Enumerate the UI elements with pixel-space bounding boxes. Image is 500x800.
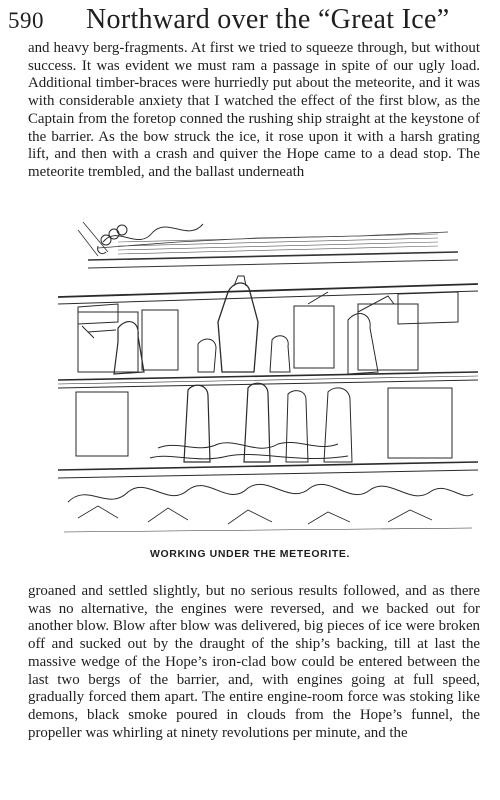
body-paragraph-top: and heavy berg-fragments. At first we tried to squeeze through, but without success. It was evident we must ram a passage in spite of our ugly load. Additional timber-braces were hurriedly put about the meteorite, and it was with considerable anxiety that I watched the effect of the first blow, as the Captain from the foretop conned the rushing ship straight at the keystone of the barrier. As the bow struck the ice, it rose upon it with a harsh grating lift, and then with a crash and quiver the Hope came to a dead stop. The meteorite trembled, and the ballast underneath xyxy=(28,40,480,180)
figure-caption: WORKING UNDER THE METEORITE. xyxy=(150,548,350,560)
deck-beam-lower xyxy=(58,372,478,388)
chain-icon xyxy=(98,225,127,254)
body-paragraph-bottom: groaned and settled slightly, but no serious results followed, and as there was no alternative, the engines were reversed, and we backed out for another blow. Blow after blow was delivered, big pieces of ice were broken off and sucked out by the draught of the ship’s backing, till at last the massive wedge of the Hope’s iron-clad bow could be entered between the last two bergs of the barrier, and, with engines going at full speed, gradually forced them apart. The entire engine-room force was stoking like demons, black smoke poured in clouds from the Hope’s funnel, the propeller was whirling at ninety revolutions per minute, and the xyxy=(28,583,480,741)
page-header xyxy=(8,4,492,38)
running-title: Northward over the “Great Ice” xyxy=(86,4,450,35)
lower-chamber xyxy=(76,383,452,462)
page-number: 590 xyxy=(8,8,44,33)
deck-beam-top xyxy=(78,222,458,268)
ballast-rubble xyxy=(58,462,478,532)
meteorite-illustration xyxy=(58,212,478,542)
